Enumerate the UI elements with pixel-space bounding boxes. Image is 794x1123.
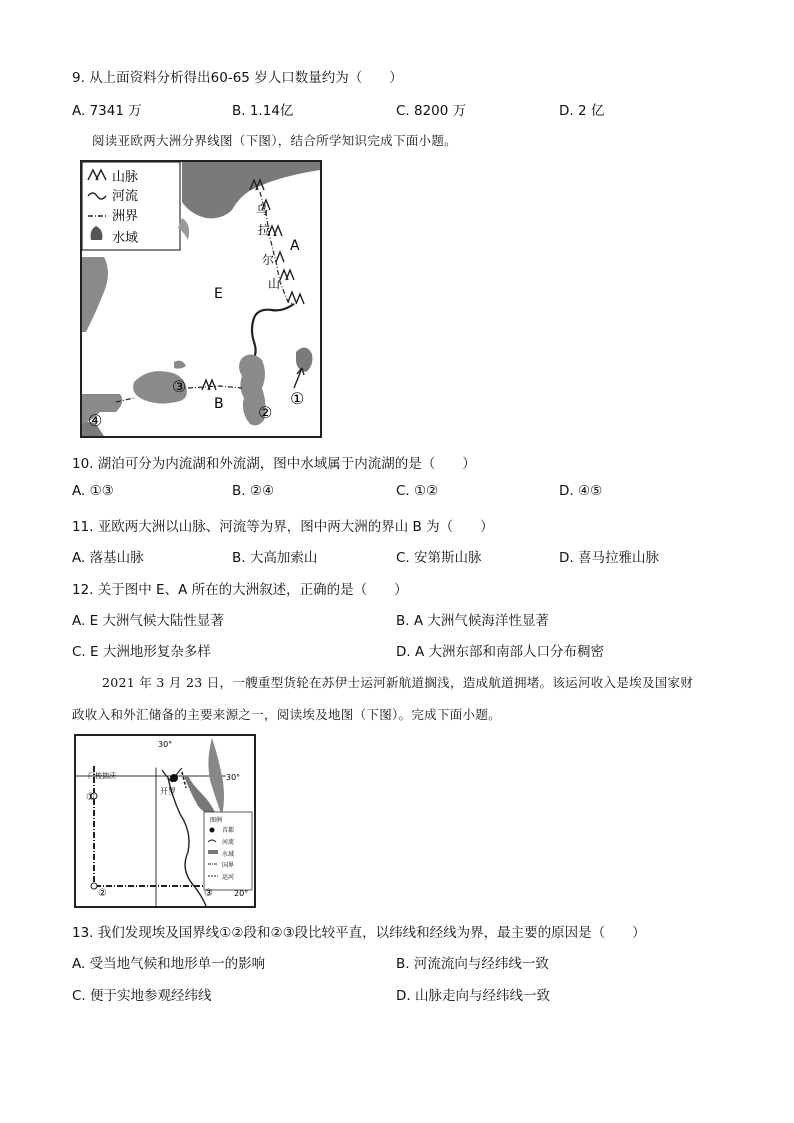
border-point-2 — [91, 883, 97, 889]
q12-option-c: C. E 大洲地形复杂多样 — [72, 644, 211, 660]
label-lat-top: 30° — [158, 740, 173, 749]
q13-option-c: C. 便于实地参观经纬线 — [72, 988, 212, 1004]
legend-canal-label2: 运河 — [222, 874, 235, 881]
label-ural-3: 尔 — [262, 253, 275, 267]
q10-option-d: D. ④⑤ — [559, 483, 603, 499]
azov-sea-water — [174, 361, 186, 369]
map2-legend-title: 图例 — [210, 817, 223, 824]
q10-option-c: C. ①② — [396, 483, 439, 499]
label-circle-4: ④ — [88, 411, 103, 430]
aral-sea-water — [296, 347, 312, 372]
q13-option-b: B. 河流流向与经纬线一致 — [396, 956, 549, 972]
label-point-2: ② — [98, 888, 107, 899]
q11-option-d: D. 喜马拉雅山脉 — [559, 550, 659, 566]
q9-option-d: D. 2 亿 — [559, 103, 605, 119]
q12-option-d: D. A 大洲东部和南部人口分布稠密 — [396, 644, 605, 660]
legend-border-label2: 国界 — [222, 862, 235, 869]
label-coast: 门梭揣沃 — [88, 772, 116, 780]
q9-option-c: C. 8200 万 — [396, 103, 467, 119]
label-cairo: 开罗 — [160, 787, 176, 796]
q11-option-c: C. 安第斯山脉 — [396, 550, 482, 566]
caucasus-mountains — [202, 380, 216, 390]
label-lat-bottom: 20° — [234, 889, 249, 898]
q9-option-a: A. 7341 万 — [72, 103, 142, 119]
legend-capital-icon — [210, 828, 215, 833]
legend-river-label: 河流 — [112, 189, 139, 204]
q9-stem: 9. 从上面资料分析得出60-65 岁人口数量约为（ ） — [72, 70, 403, 86]
q9-option-b: B. 1.14亿 — [232, 103, 294, 119]
legend-boundary-label: 洲界 — [112, 209, 139, 224]
q13-option-d: D. 山脉走向与经纬线一致 — [396, 988, 550, 1004]
q11-option-a: A. 落基山脉 — [72, 550, 144, 566]
q12-option-a: A. E 大洲气候大陆性显著 — [72, 613, 224, 629]
ural-river — [252, 304, 294, 360]
q10-option-a: A. ①③ — [72, 483, 114, 499]
suez-canal — [182, 772, 186, 788]
q12-stem: 12. 关于图中 E、A 所在的大洲叙述，正确的是（ ） — [72, 582, 408, 598]
legend-capital-label: 首都 — [222, 827, 235, 834]
reading-intro-asia-europe: 阅读亚欧两大洲分界线图（下图），结合所学知识完成下面小题。 — [92, 133, 457, 148]
legend-water-label: 水域 — [112, 231, 139, 246]
gulf-of-aqaba-water — [208, 738, 224, 816]
label-ural-1: 乌 — [256, 203, 269, 217]
q13-option-a: A. 受当地气候和地形单一的影响 — [72, 956, 266, 972]
pointer-arrow-1 — [294, 368, 302, 388]
label-lat-right: 30° — [226, 773, 241, 782]
q12-option-b: B. A 大洲气候海洋性显著 — [396, 613, 549, 629]
label-ural-2: 拉 — [258, 223, 271, 237]
label-B: B — [214, 396, 224, 412]
label-point-1: ① — [86, 792, 95, 803]
q11-stem: 11. 亚欧两大洲以山脉、河流等为界，图中两大洲的界山 B 为（ ） — [72, 519, 494, 535]
label-circle-3: ③ — [172, 377, 187, 396]
label-point-3: ③ — [204, 888, 213, 899]
q10-stem: 10. 湖泊可分为内流湖和外流湖，图中水域属于内流湖的是（ ） — [72, 456, 476, 472]
egypt-map-svg — [76, 736, 254, 906]
q10-option-b: B. ②④ — [232, 483, 275, 499]
northern-sea-water — [182, 162, 320, 218]
label-ural-4: 山 — [268, 277, 281, 291]
egypt-map — [74, 734, 256, 908]
label-circle-2: ② — [258, 403, 273, 422]
label-circle-1: ① — [290, 389, 305, 408]
mediterranean-area — [76, 736, 164, 772]
reading-intro-suez-line1: 2021 年 3 月 23 日，一艘重型货轮在苏伊士运河新航道搁浅，造成航道拥堵。该运河收入是埃及国家财 — [102, 675, 694, 690]
cairo-capital-dot — [170, 774, 178, 782]
legend-water-icon2 — [208, 850, 218, 854]
legend-river-label2: 河流 — [222, 839, 235, 846]
asia-europe-map-svg — [82, 162, 320, 436]
asia-europe-boundary-map — [80, 160, 322, 438]
reading-intro-suez-line2: 政收入和外汇储备的主要来源之一，阅读埃及地图（下图）。完成下面小题。 — [72, 707, 501, 722]
label-E: E — [214, 286, 223, 302]
label-A: A — [290, 238, 300, 254]
q11-option-b: B. 大高加索山 — [232, 550, 318, 566]
legend-mountain-label: 山脉 — [112, 170, 139, 185]
legend-water-label2: 水域 — [222, 851, 235, 858]
q13-stem: 13. 我们发现埃及国界线①②段和②③段比较平直，以纬线和经线为界，最主要的原因是（ ） — [72, 925, 646, 941]
west-coast-water — [82, 257, 108, 332]
